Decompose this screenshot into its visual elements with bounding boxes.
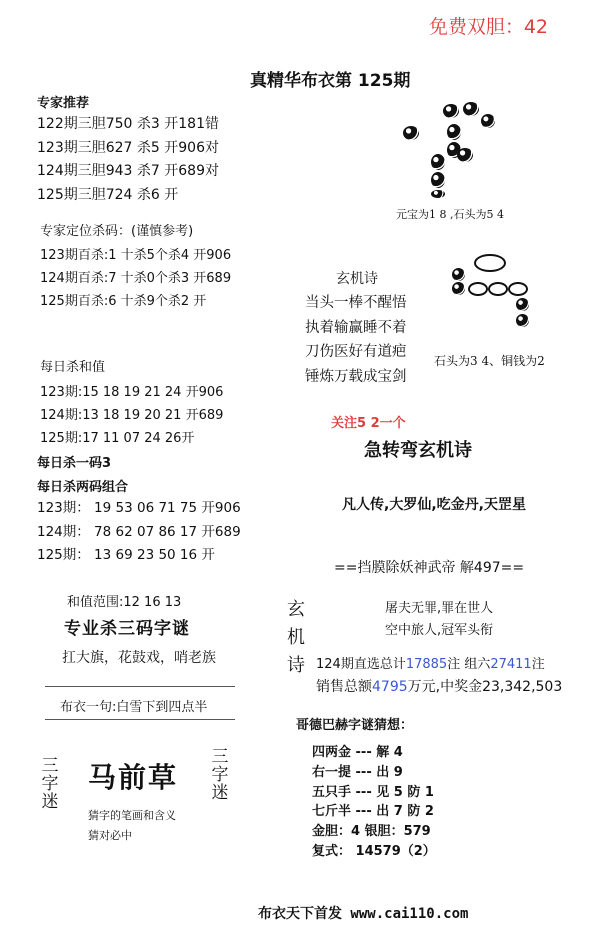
expert-line: 123期三胆627 杀5 开906对 [37,139,219,156]
daily-sum-line: 124期:13 18 19 20 21 开689 [40,408,224,423]
buyi-sentence: 布衣一句:白雪下到四点半 [60,700,208,715]
expert-line: 125期三胆724 杀6 开 [37,186,179,203]
bead-icon [463,102,479,116]
poem-line: 刀伤医好有道疤 [305,344,407,360]
goethe-line: 复式： 14579（2） [312,843,436,859]
xuanji-poem [305,291,407,389]
coins-caption-1: 元宝为1 8 ,石头为5 4 [396,208,504,221]
bead-icon [431,190,445,198]
copper-coin-icon [468,282,488,296]
horse-hint-2: 猜对必中 [88,829,132,842]
goethe-list [312,743,436,862]
vert-char: 机 [287,627,305,648]
divider [45,686,235,687]
daily-sum-line: 125期:17 11 07 24 26开 [40,431,195,446]
kill-one-code: 每日杀一码3 [37,456,112,471]
sum-range: 和值范围:12 16 13 [67,595,182,610]
focus-line: 关注5 2一个 [331,416,406,431]
position-kill-line: 123期百杀:1 十杀5个杀4 开906 [40,248,232,263]
riddle-line: 空中旅人,冠军头衔 [385,623,494,638]
dangmo-line: ==挡膜除妖神武帝 解497== [334,560,525,576]
stone-coin-illustration [448,240,548,340]
goethe-line: 七斤半 --- 出 7 防 2 [312,804,434,820]
kill-two-heading: 每日杀两码组合 [37,480,129,495]
sales-label: 销售总额 [316,679,372,695]
page-title: 真精华布衣第 125期 [250,71,411,91]
vert-char: 字 [41,774,59,794]
sharp-turn-line: 凡人传,大罗仙,吃金丹,天罡星 [342,497,526,513]
kill-two-line: 123期： 19 53 06 71 75 开906 [37,500,241,516]
stone-icon [452,268,465,281]
poem-line: 锤炼万载成宝剑 [305,368,407,385]
kill-two-line: 125期： 13 69 23 50 16 开 [37,547,215,563]
daily-sum-heading: 每日杀和值 [40,360,106,375]
position-kill-list [40,244,231,313]
riddle-title: 专业杀三码字谜 [64,619,190,639]
goethe-heading: 哥德巴赫字谜猜想： [296,718,414,733]
riddle-line: 屠夫无罪,罪在世人 [385,601,494,616]
goethe-line: 四两金 --- 解 4 [312,745,403,760]
vert-char: 三 [41,756,59,776]
sales-label: 注 组六 [447,657,491,672]
stone-icon [516,314,529,327]
group-six-count: 27411 [490,657,532,672]
daily-sum-list [40,381,223,450]
coin-ingot-illustration [395,98,505,198]
sales-label: 万元,中奖金23,342,503 [407,679,563,695]
vert-char: 迷 [211,783,229,803]
sales-label: 注 [531,657,545,672]
vert-char: 诗 [287,655,305,676]
expert-heading: 专家推荐 [37,96,90,111]
three-char-label-left [40,757,60,811]
horse-riddle-title: 马前草 [88,761,179,794]
stone-icon [516,298,529,311]
sharp-turn-title: 急转弯玄机诗 [364,440,472,461]
position-kill-line: 125期百杀:6 十杀9个杀2 开 [40,294,207,309]
footer-site-link[interactable]: 布衣天下首发 www.cai110.com [258,906,469,922]
xuanji-vertical-label [287,596,309,680]
poem-line: 当头一棒不醒悟 [305,295,407,311]
ingot-icon [457,148,473,162]
three-char-label-right [210,748,230,802]
goethe-line: 五只手 --- 见 5 防 1 [312,784,434,800]
direct-count: 17885 [405,657,448,672]
ingot-icon [474,254,506,272]
vert-char: 三 [211,747,229,767]
kill-two-list [37,497,241,568]
daily-sum-line: 123期:15 18 19 21 24 开906 [40,385,224,400]
goethe-line: 金胆：4 银胆：579 [312,824,431,840]
xuanji-heading: 玄机诗 [336,271,378,287]
goethe-line: 右一提 --- 出 9 [312,764,403,780]
copper-coin-icon [508,282,528,296]
vert-char: 迷 [41,792,59,812]
free-double-banner: 免费双胆：42 [428,16,548,38]
vert-char: 玄 [287,599,305,620]
stone-icon [452,282,465,295]
position-kill-line: 124期百杀:7 十杀0个杀3 开689 [40,271,232,286]
bead-icon [443,104,459,118]
sales-line-1 [316,653,545,672]
expert-list [37,113,219,207]
bead-icon [481,114,495,128]
coins-caption-2: 石头为3 4、铜钱为2 [434,354,545,368]
sales-line-2 [316,676,562,696]
bead-icon [431,172,445,188]
bead-icon [447,124,461,140]
vert-char: 字 [211,765,229,785]
horse-hint-1: 猜字的笔画和含义 [88,809,176,822]
position-kill-heading: 专家定位杀码：(谨慎参考) [40,224,194,239]
xuanji-riddle-lines [385,598,493,642]
riddle-text: 扛大旗，花鼓戏，哨老族 [62,650,216,666]
kill-two-line: 124期： 78 62 07 86 17 开689 [37,523,241,540]
sales-label: 124期直选总计 [316,657,406,672]
expert-line: 124期三胆943 杀7 开689对 [37,163,219,179]
expert-line: 122期三胆750 杀3 开181错 [37,116,219,132]
copper-coin-icon [488,282,508,296]
divider [45,719,235,720]
ingot-icon [403,126,419,140]
poem-line: 执着输赢睡不着 [305,319,407,336]
sales-total: 4795 [372,679,408,695]
bead-icon [431,154,445,170]
